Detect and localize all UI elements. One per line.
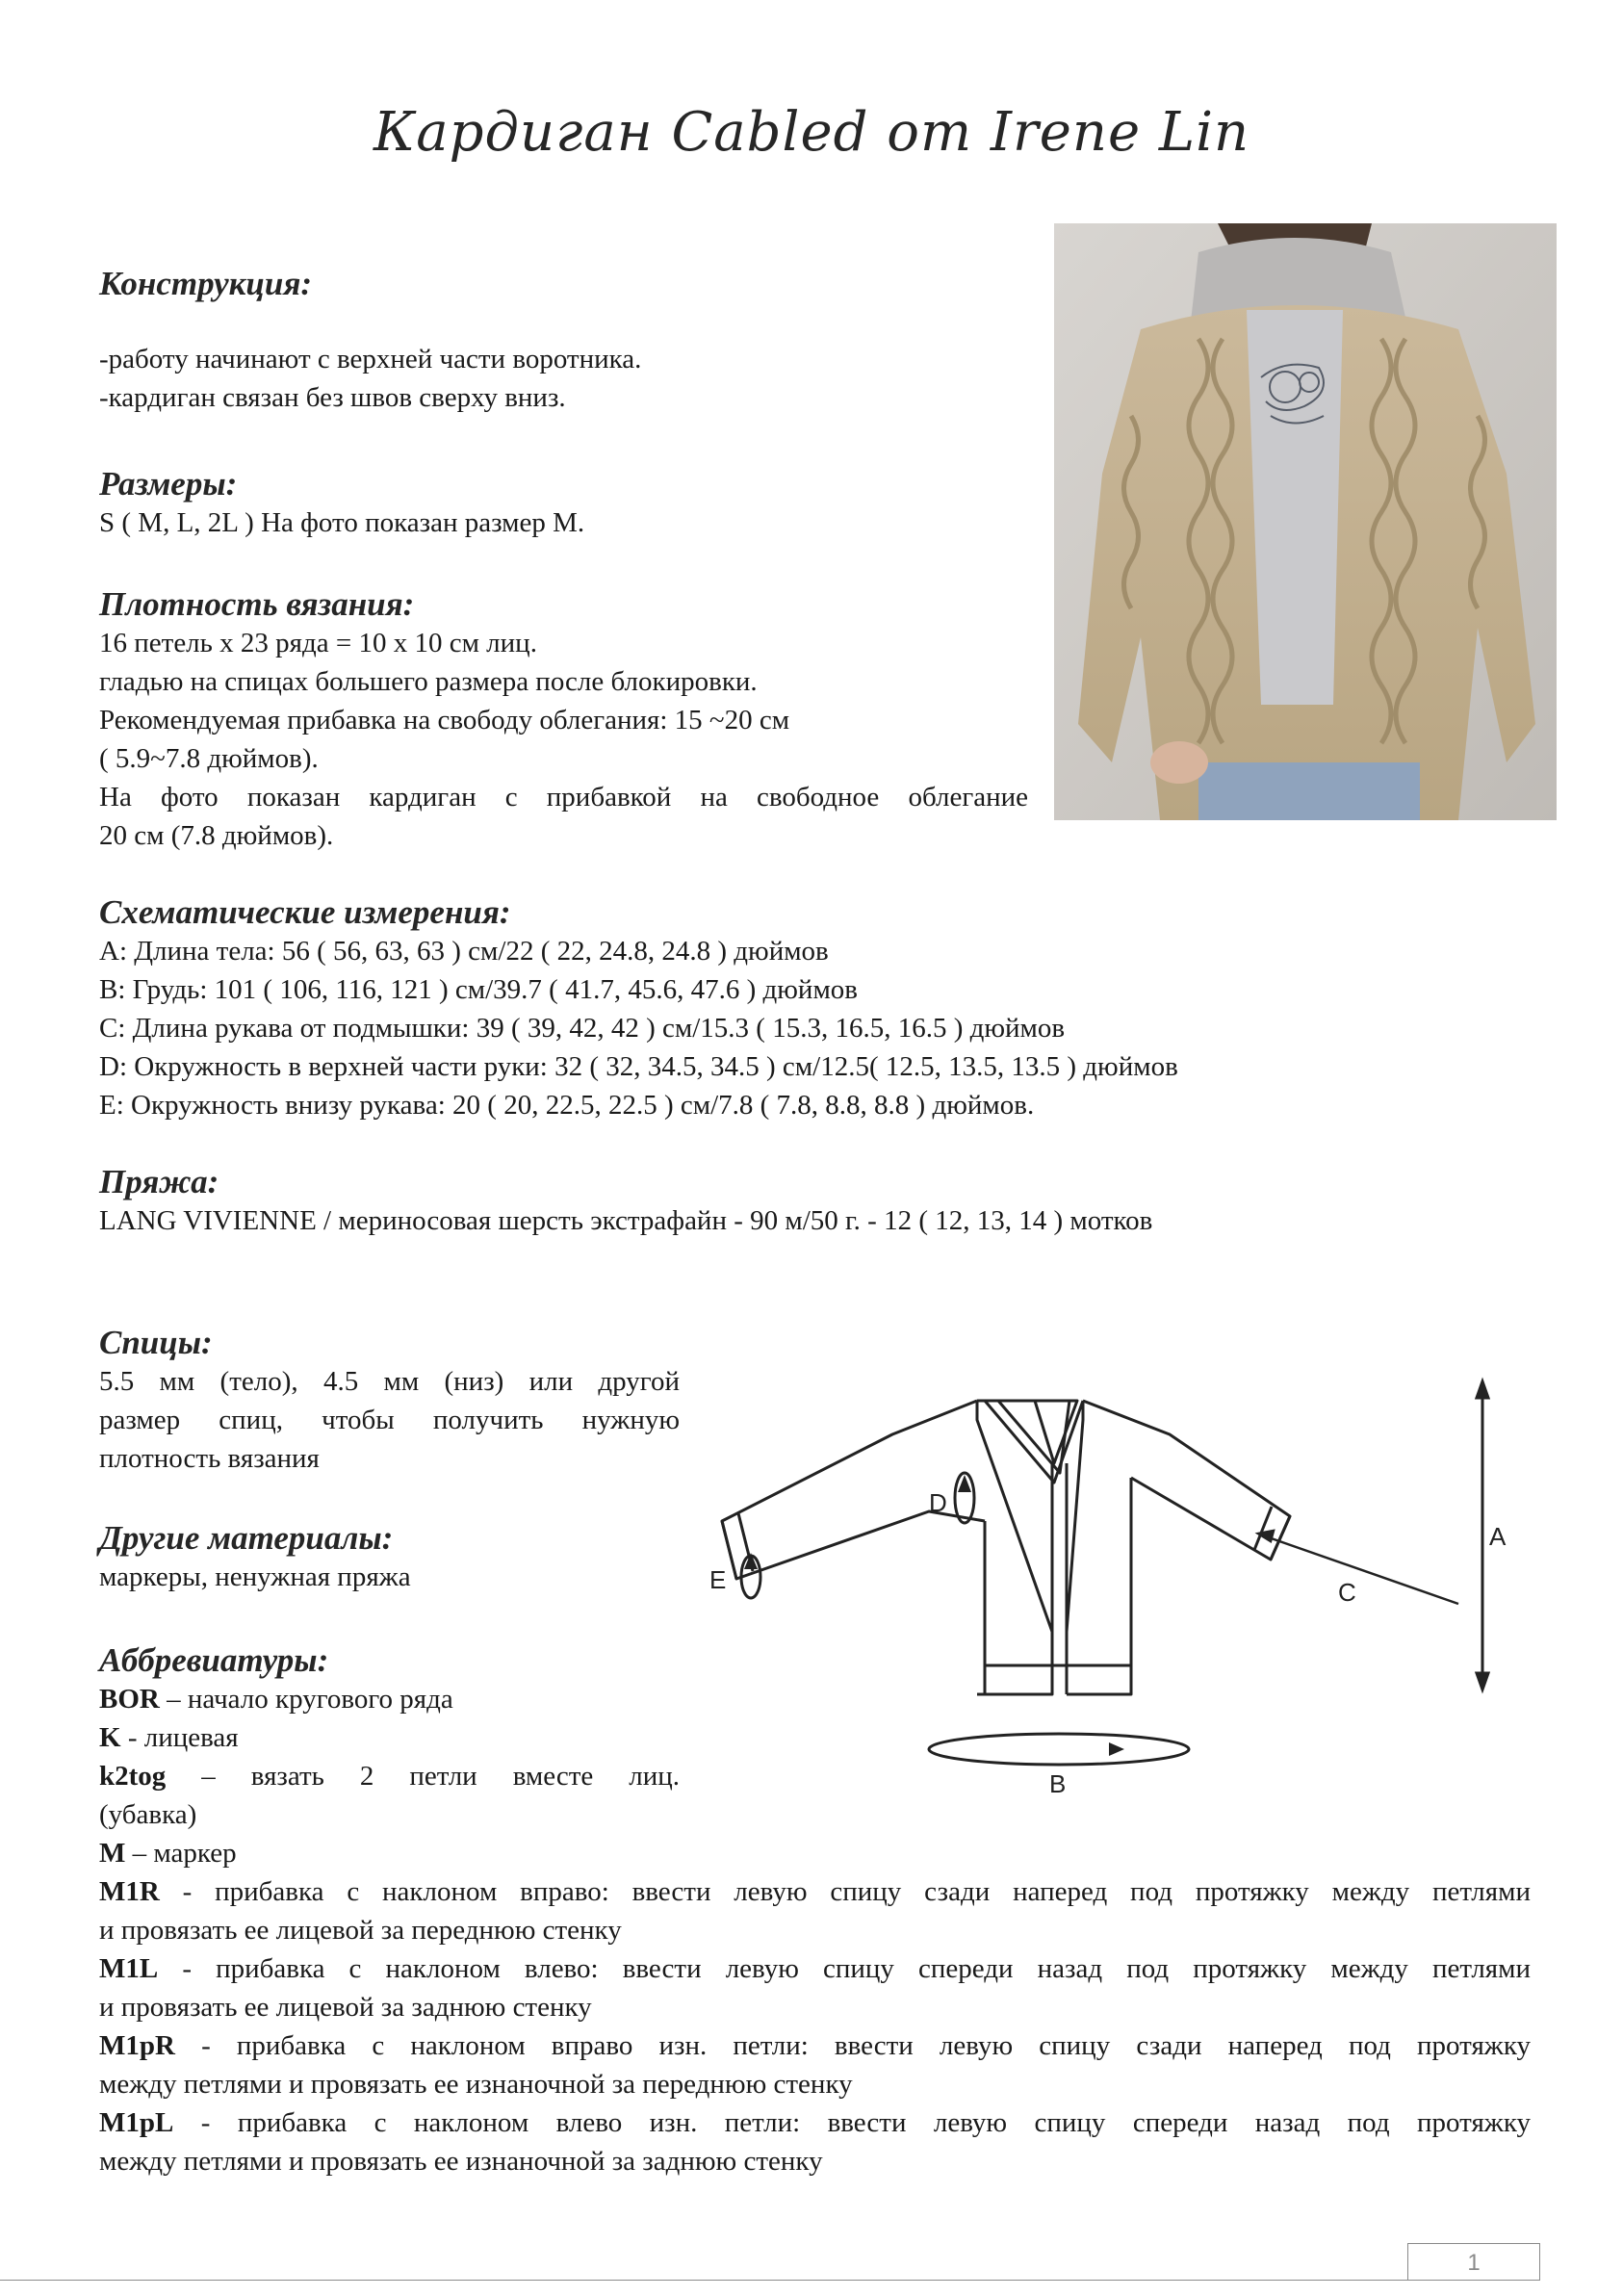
- other-materials-section: [99, 1519, 680, 1596]
- yarn-heading: Пряжа:: [99, 1163, 219, 1200]
- abbr-item-continued: и провязать ее лицевой за заднюю стенку: [99, 1992, 592, 2023]
- abbr-desc: - прибавка с наклоном вправо: ввести левую спицу сзади наперед под протяжку между петлями: [159, 1876, 1531, 1907]
- abbr-item: [99, 1949, 1531, 1988]
- abbreviations-heading: Аббревиатуры:: [99, 1641, 329, 1679]
- measurement-line: C: Длина рукава от подмышки: 39 ( 39, 42, 42 ) см/15.3 ( 15.3, 16.5, 16.5 ) дюймов: [99, 1013, 1066, 1044]
- abbr-item: [99, 2103, 1531, 2142]
- abbr-term: M: [99, 1838, 126, 1869]
- abbr-desc: - прибавка с наклоном влево изн. петли: ввести левую спицу спереди назад под протяжку: [173, 2107, 1531, 2138]
- gauge-line: Рекомендуемая прибавка на свободу облегания: 15 ~20 см: [99, 705, 790, 735]
- abbr-desc: – маркер: [125, 1838, 237, 1869]
- gauge-line: гладью на спицах большего размера после блокировки.: [99, 666, 758, 697]
- label-b: B: [1049, 1769, 1067, 1798]
- gauge-line: 20 см (7.8 дюймов).: [99, 820, 334, 851]
- construction-section: [99, 265, 1043, 417]
- sizes-text: S ( M, L, 2L ) На фото показан размер M.: [99, 507, 585, 538]
- sizes-section: [99, 465, 1043, 542]
- dimension-e-arrowhead: [744, 1553, 758, 1569]
- yarn-section: [99, 1163, 1543, 1240]
- needles-heading: Спицы:: [99, 1324, 213, 1361]
- needles-section: [99, 1324, 680, 1478]
- measurement-line: E: Окружность внизу рукава: 20 ( 20, 22.5, 22.5 ) см/7.8 ( 7.8, 8.8, 8.8 ) дюймов.: [99, 1090, 1035, 1121]
- cardigan-photo: [1054, 223, 1557, 820]
- measurement-line: A: Длина тела: 56 ( 56, 63, 63 ) см/22 ( 22, 24.8, 24.8 ) дюймов: [99, 936, 829, 967]
- label-a: A: [1489, 1522, 1507, 1551]
- gauge-section: [99, 585, 1028, 855]
- abbr-item: [99, 1757, 680, 1795]
- abbr-item: [99, 1718, 1531, 1757]
- abbr-term: K: [99, 1722, 121, 1753]
- gauge-heading: Плотность вязания:: [99, 585, 415, 623]
- other-materials-heading: Другие материалы:: [99, 1519, 394, 1557]
- abbr-term: k2tog: [99, 1761, 167, 1792]
- abbr-item: [99, 1872, 1531, 1911]
- cardigan-photo-illustration: [1054, 223, 1557, 820]
- sizes-heading: Размеры:: [99, 465, 238, 503]
- abbr-desc: - прибавка с наклоном вправо изн. петли: ввести левую спицу сзади наперед под протяжку: [174, 2030, 1531, 2061]
- abbr-term: M1pL: [99, 2107, 174, 2138]
- construction-line: -кардиган связан без швов сверху вниз.: [99, 382, 566, 413]
- yarn-text: LANG VIVIENNE / мериносовая шерсть экстрафайн - 90 м/50 г. - 12 ( 12, 13, 14 ) мотков: [99, 1205, 1153, 1236]
- gauge-line: На фото показан кардиган с прибавкой на свободное облегание: [99, 782, 1028, 813]
- label-e: E: [709, 1565, 727, 1594]
- label-d: D: [929, 1488, 947, 1517]
- measurements-section: [99, 893, 1543, 1124]
- abbreviations-section: [99, 1641, 1531, 2180]
- abbr-item-continued: (убавка): [99, 1799, 197, 1830]
- abbr-item: [99, 1834, 1531, 1872]
- abbr-item: [99, 2026, 1531, 2065]
- gauge-line: 16 петель х 23 ряда = 10 х 10 см лиц.: [99, 628, 537, 658]
- abbr-desc: - прибавка с наклоном влево: ввести левую спицу спереди назад под протяжку между петлями: [158, 1953, 1531, 1984]
- label-c: C: [1338, 1578, 1356, 1607]
- abbr-term: BOR: [99, 1684, 160, 1715]
- other-materials-text: маркеры, ненужная пряжа: [99, 1561, 411, 1592]
- measurements-heading: Схематические измерения:: [99, 893, 511, 931]
- dimension-c-line: [1258, 1531, 1458, 1604]
- construction-heading: Конструкция:: [99, 265, 313, 302]
- abbr-desc: – начало кругового ряда: [159, 1684, 453, 1715]
- construction-line: -работу начинают с верхней части воротника.: [99, 344, 642, 374]
- page-number: 1: [1407, 2243, 1540, 2281]
- abbr-desc: – вязать 2 петли вместе лиц.: [166, 1761, 680, 1792]
- abbr-item: [99, 1680, 1531, 1718]
- abbr-term: M1R: [99, 1876, 160, 1907]
- needles-line: плотность вязания: [99, 1443, 320, 1474]
- measurement-line: D: Окружность в верхней части руки: 32 ( 32, 34.5, 34.5 ) см/12.5( 12.5, 13.5, 13.5 ) дюймов: [99, 1051, 1178, 1082]
- footer-rule: [0, 2280, 1540, 2281]
- abbr-desc: - лицевая: [120, 1722, 239, 1753]
- needles-line: размер спиц, чтобы получить нужную: [99, 1405, 680, 1435]
- abbr-item-continued: между петлями и провязать ее изнаночной за переднюю стенку: [99, 2069, 853, 2100]
- abbr-item-continued: между петлями и провязать ее изнаночной за заднюю стенку: [99, 2146, 823, 2177]
- abbr-term: M1L: [99, 1953, 159, 1984]
- document-title: Кардиган Cabled от Irene Lin: [373, 101, 1250, 164]
- needles-line: 5.5 мм (тело), 4.5 мм (низ) или другой: [99, 1366, 680, 1397]
- measurement-line: B: Грудь: 101 ( 106, 116, 121 ) см/39.7 ( 41.7, 45.6, 47.6 ) дюймов: [99, 974, 858, 1005]
- abbr-term: M1pR: [99, 2030, 175, 2061]
- abbr-item-continued: и провязать ее лицевой за переднюю стенку: [99, 1915, 622, 1946]
- gauge-line: ( 5.9~7.8 дюймов).: [99, 743, 319, 774]
